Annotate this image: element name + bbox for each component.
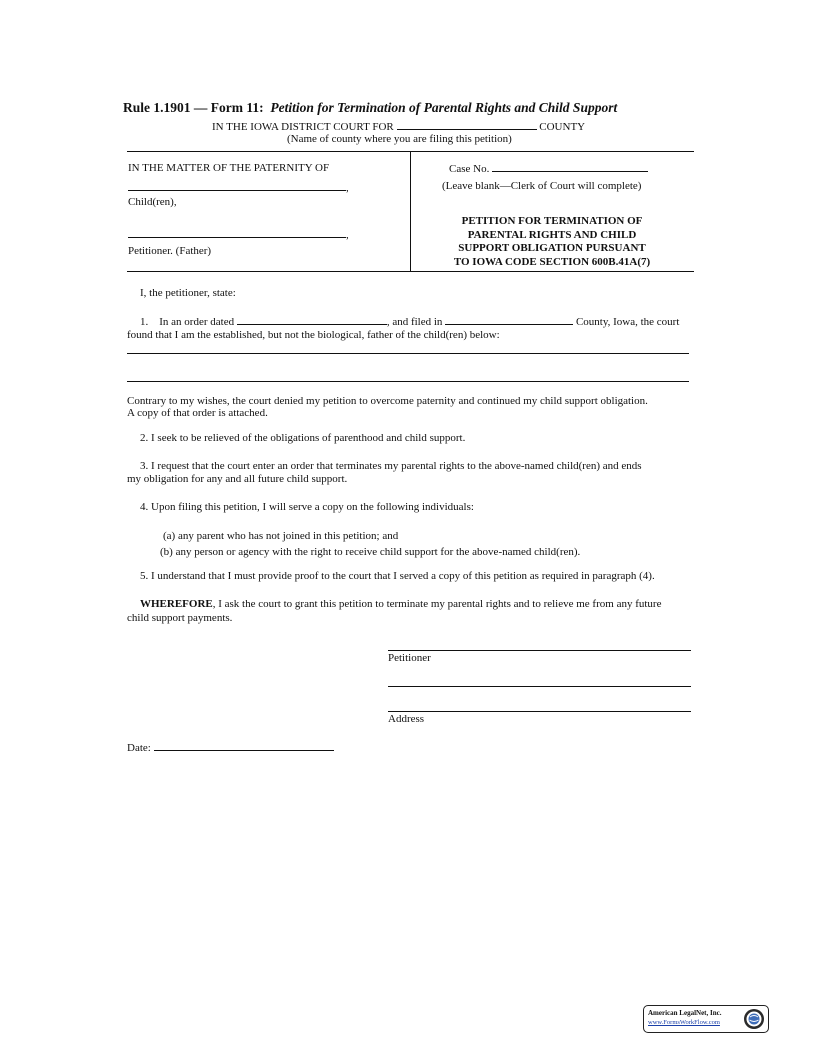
document-title-3: SUPPORT OBLIGATION PURSUANT bbox=[458, 242, 646, 254]
address-label: Address bbox=[388, 713, 425, 725]
logo-brand: American LegalNet, Inc. bbox=[648, 1009, 722, 1017]
county-label: COUNTY bbox=[539, 121, 586, 133]
filed-in-label: , and filed in bbox=[386, 316, 443, 328]
child-name-blank[interactable] bbox=[128, 180, 346, 191]
paragraph-5: 5. I understand that I must provide proof to the court that I served a copy of this petition as required in paragraph (4). bbox=[140, 570, 655, 582]
case-number-hint: (Leave blank—Clerk of Court will complete) bbox=[442, 180, 642, 192]
case-number-label: Case No. bbox=[449, 163, 490, 175]
order-date-blank[interactable] bbox=[237, 314, 387, 325]
address-line-1[interactable] bbox=[388, 686, 691, 687]
filed-county-blank[interactable] bbox=[445, 314, 573, 325]
date-blank[interactable] bbox=[154, 740, 334, 751]
document-title-4: TO IOWA CODE SECTION 600B.41A(7) bbox=[453, 256, 651, 268]
children-names-line-1[interactable] bbox=[127, 353, 689, 354]
wherefore-keyword: WHEREFORE bbox=[140, 598, 213, 610]
paragraph-2: 2. I seek to be relieved of the obligations of parenthood and child support. bbox=[140, 432, 466, 444]
matter-heading: IN THE MATTER OF THE PATERNITY OF bbox=[128, 162, 330, 174]
document-title-2: PARENTAL RIGHTS AND CHILD bbox=[467, 229, 637, 241]
paragraph-4-item-a: (a) any parent who has not joined in this petition; and bbox=[163, 530, 399, 542]
paragraph-4: 4. Upon filing this petition, I will serve a copy on the following individuals: bbox=[140, 501, 474, 513]
form-title-line bbox=[123, 101, 617, 115]
rule-number: Rule 1.1901 — Form 11: bbox=[123, 100, 264, 115]
wherefore-text: , I ask the court to grant this petition to terminate my parental rights and to relieve me from any future bbox=[212, 598, 662, 610]
county-iowa-label: County, Iowa, the court bbox=[575, 316, 680, 328]
address-line-2[interactable] bbox=[388, 711, 691, 712]
court-label: IN THE IOWA DISTRICT COURT FOR bbox=[212, 121, 394, 133]
petitioner-name-line bbox=[128, 227, 349, 242]
intro-statement: I, the petitioner, state: bbox=[140, 287, 236, 299]
paragraph-3-line-1: 3. I request that the court enter an order that terminates my parental rights to the above-named child(ren) and ends bbox=[140, 460, 642, 472]
contrary-line-2: A copy of that order is attached. bbox=[127, 407, 268, 419]
date-label: Date: bbox=[127, 742, 151, 754]
paragraph-1-line-1 bbox=[140, 314, 679, 329]
case-number-blank[interactable] bbox=[492, 161, 648, 172]
globe-icon bbox=[743, 1008, 765, 1030]
child-name-line bbox=[128, 180, 349, 195]
contrary-line-1: Contrary to my wishes, the court denied my petition to overcome paternity and continued my child support obligation. bbox=[127, 395, 648, 407]
document-title-1: PETITION FOR TERMINATION OF bbox=[461, 215, 643, 227]
children-names-line-2[interactable] bbox=[127, 381, 689, 382]
petitioner-signature-line[interactable] bbox=[388, 650, 691, 651]
petitioner-name-blank[interactable] bbox=[128, 227, 346, 238]
paragraph-1-line-2: found that I am the established, but not the biological, father of the child(ren) below: bbox=[127, 329, 500, 341]
paragraph-3-line-2: my obligation for any and all future child support. bbox=[127, 473, 348, 485]
caption-bottom-rule bbox=[127, 271, 694, 272]
paragraph-4-item-b: (b) any person or agency with the right to receive child support for the above-named child(ren). bbox=[160, 546, 581, 558]
county-blank[interactable] bbox=[397, 119, 537, 130]
petitioner-signature-label: Petitioner bbox=[388, 652, 431, 664]
form-title: Petition for Termination of Parental Rights and Child Support bbox=[270, 100, 618, 115]
wherefore-line-1 bbox=[140, 597, 661, 611]
caption-divider bbox=[410, 151, 411, 271]
date-line bbox=[127, 740, 334, 755]
comma: , bbox=[346, 182, 349, 194]
american-legalnet-logo[interactable] bbox=[643, 1005, 769, 1033]
wherefore-line-2: child support payments. bbox=[127, 612, 233, 624]
order-dated-label: In an order dated bbox=[159, 316, 235, 328]
paragraph-number: 1. bbox=[140, 316, 149, 328]
children-label: Child(ren), bbox=[128, 196, 177, 208]
petitioner-label: Petitioner. (Father) bbox=[128, 245, 212, 257]
comma: , bbox=[346, 229, 349, 241]
county-hint: (Name of county where you are filing this petition) bbox=[287, 133, 512, 145]
case-number-line bbox=[449, 161, 648, 176]
logo-url[interactable]: www.FormsWorkFlow.com bbox=[648, 1019, 720, 1026]
